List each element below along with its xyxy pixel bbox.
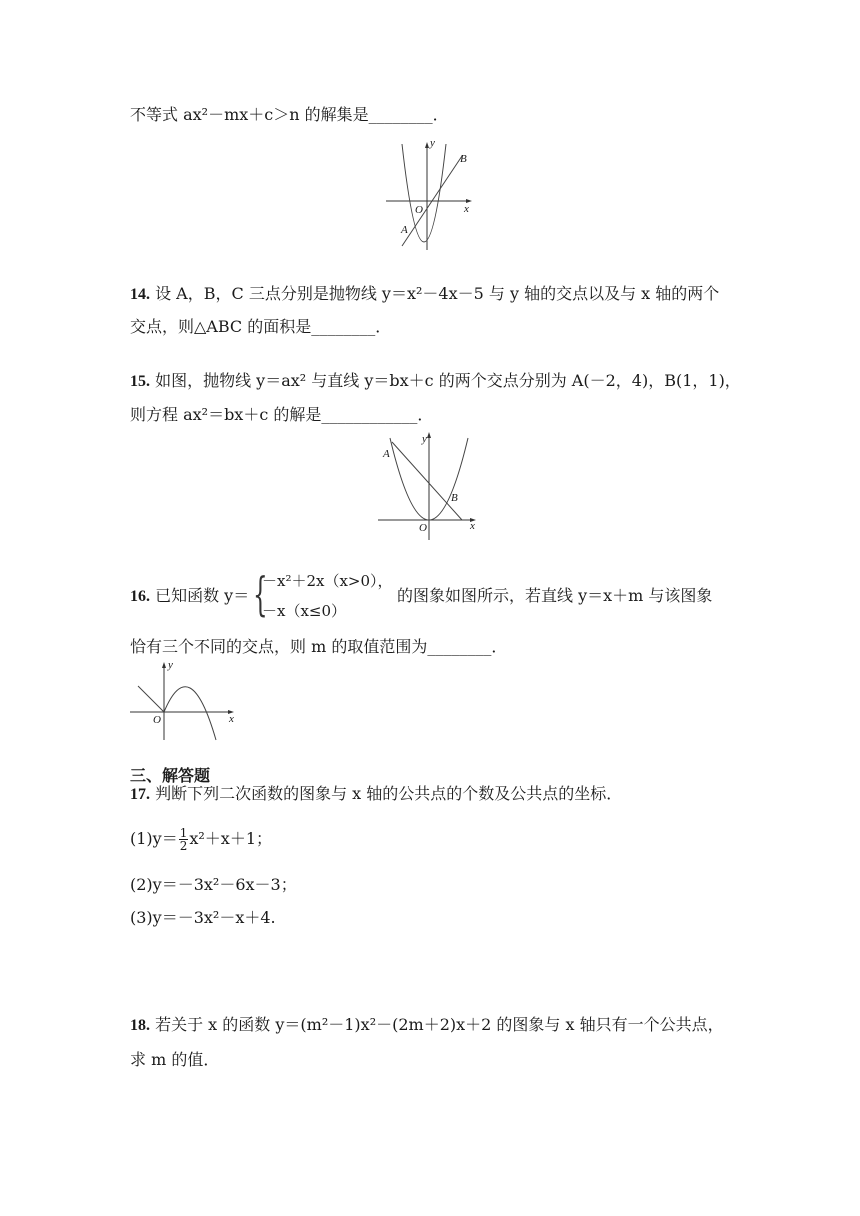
parabola-arc — [164, 687, 216, 740]
q16-prefix: 已知函数 y＝ — [155, 586, 250, 605]
y-arrow — [162, 662, 166, 668]
q17-p1a: (1)y＝ — [130, 829, 178, 848]
ray-left — [138, 686, 164, 712]
q17-part1 — [130, 827, 272, 852]
q15-line1 — [130, 370, 741, 393]
section-heading: 三、解答题 — [130, 766, 211, 785]
q16-line2: 恰有三个不同的交点，则 m 的取值范围为________． — [130, 637, 508, 656]
label-a: A — [401, 224, 408, 236]
y-arrow — [425, 142, 429, 148]
label-y: y — [430, 137, 435, 149]
q15-line2: 则方程 ax²＝bx＋c 的解是____________． — [130, 405, 434, 424]
label-y: y — [168, 659, 173, 671]
frac-denominator: 2 — [179, 839, 188, 853]
q13-tail: 不等式 ax²－mx＋c＞n 的解集是________． — [130, 105, 449, 124]
q15-text1: 如图，抛物线 y＝ax² 与直线 y＝bx＋c 的两个交点分别为 A(－2，4)，B(1，1)， — [155, 371, 741, 390]
figure-15 — [378, 430, 482, 542]
q17-p1b: x²＋x＋1； — [189, 829, 273, 848]
q18-number: 18. — [130, 1017, 150, 1034]
q16-number: 16. — [130, 588, 150, 605]
frac-numerator: 1 — [179, 826, 188, 840]
q14-line2: 交点，则△ABC 的面积是________． — [130, 317, 392, 336]
label-x: x — [470, 520, 475, 532]
q14-line1 — [130, 283, 719, 306]
q18-line2: 求 m 的值． — [130, 1050, 220, 1069]
label-o: O — [153, 714, 161, 726]
label-b: B — [451, 492, 458, 504]
piecewise-brace: { — [253, 567, 268, 621]
label-o: O — [415, 204, 423, 216]
q15-number: 15. — [130, 373, 150, 390]
figure-16 — [128, 660, 240, 744]
label-b: B — [460, 153, 467, 165]
label-x: x — [229, 713, 234, 725]
label-y: y — [422, 433, 427, 445]
label-o: O — [419, 522, 427, 534]
q17-number: 17. — [130, 786, 150, 803]
q16-piece2: －x（x≤0） — [262, 602, 347, 620]
q14-text1: 设 A，B，C 三点分别是抛物线 y＝x²－4x－5 与 y 轴的交点以及与 x 轴的两个 — [155, 284, 720, 303]
q16-piece1: －x²＋2x（x>0）， — [262, 572, 393, 590]
label-a: A — [383, 448, 390, 460]
figure-13 — [384, 137, 476, 252]
label-x: x — [464, 203, 469, 215]
q18-text1: 若关于 x 的函数 y＝(m²－1)x²－(2m＋2)x＋2 的图象与 x 轴只有一个公共点， — [155, 1015, 724, 1034]
q17-part2: (2)y＝－3x²－6x－3； — [130, 875, 297, 894]
q14-number: 14. — [130, 286, 150, 303]
q16-suffix: 的图象如图所示，若直线 y＝x＋m 与该图象 — [397, 586, 713, 605]
fraction-half — [179, 827, 189, 852]
q18-line1 — [130, 1014, 724, 1037]
q17-text: 判断下列二次函数的图象与 x 轴的公共点的个数及公共点的坐标． — [155, 784, 623, 803]
parabola — [402, 144, 446, 242]
q17-line — [130, 783, 622, 806]
y-arrow — [427, 432, 431, 438]
q16-prefix-line — [130, 585, 249, 608]
q17-part3: (3)y＝－3x²－x＋4. — [130, 908, 276, 927]
